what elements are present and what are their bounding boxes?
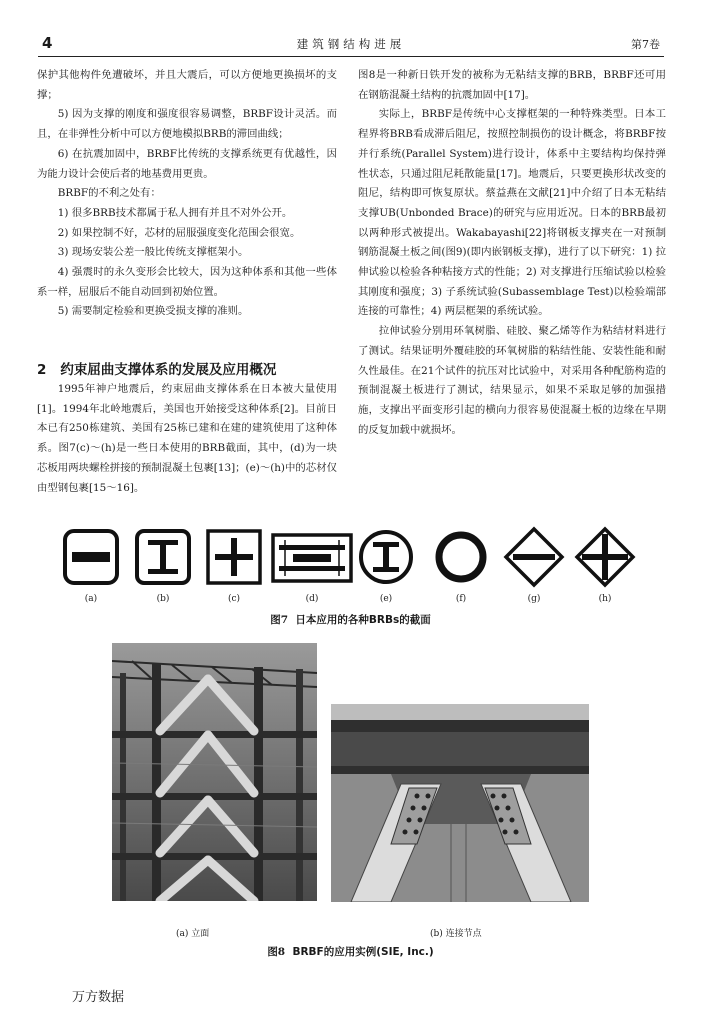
section-d-drawing: [271, 532, 353, 584]
figure-7-label: 图7: [270, 614, 289, 626]
section-heading: [37, 358, 337, 378]
paragraph: 1) 很多BRB技术都属于私人拥有并且不对外公开。: [57, 206, 293, 219]
figure-7-sublabel: (c): [227, 594, 241, 604]
figure-7-sublabel: (f): [455, 594, 467, 604]
figure-8-caption: [0, 944, 701, 959]
figure-7-sublabel: (e): [379, 594, 393, 604]
section-c-drawing: [205, 528, 263, 586]
volume-label: 第7卷: [631, 38, 660, 51]
section-h-drawing: [574, 526, 636, 588]
figure-7-caption: [0, 612, 701, 627]
section-b-drawing: [134, 528, 192, 586]
paragraph: 5) 需要制定检验和更换受损支撑的准则。: [57, 305, 249, 318]
paragraph: 实际上，BRBF是传统中心支撑框架的一种特殊类型。日本工程界将BRB看成滞后阻尼，按照控制损伤的设计概念，将BRBF按并行系统(Parallel System)进行设计，体系中主要结构均保持弹性状态，只通过阻尼耗散能量[17]。地震后，只要更换形状改变的阻尼，结构即可恢复原状。蔡益燕在文献[21]中介绍了日本无粘结支撑UB(Unbonded Brace)的研究与应用近况。日本的BRB最初以两种形式被提出。Wakabayashi[22]将钢板支撑夹在一对预制钢筋混凝土板之间(图9)(即内嵌钢板支撑)，进行了以下研究：1) 拉伸试验以检验各种粘接方式的性能；2) 对支撑进行压缩试验以检验其刚度和强度；3) 子系统试验(Subassemblage Test)以检验端部连接的可靠性；4) 两层框架的系统试验。: [358, 108, 666, 318]
figure-7-sublabel: (g): [527, 594, 541, 604]
section-number: 2: [37, 362, 47, 378]
section-e-drawing: [357, 528, 415, 586]
paragraph: 1995年神户地震后，约束屈曲支撑体系在日本被大量使用[1]。1994年北岭地震后，美国也开始接受这种体系[2]。目前日本已有250栋建筑、美国有25栋已建和在建的建筑使用了这种体系。图7(c)～(h)是一些日本使用的BRB截面，其中，(d)为一块芯板用两块螺栓拼接的预制混凝土包裹[13]；(e)～(h)中的芯材仅由型钢包裹[15～16]。: [37, 383, 337, 494]
paragraph: 图8是一种新日铁开发的被称为无粘结支撑的BRB，BRBF还可用在钢筋混凝土结构的抗震加固中[17]。: [358, 69, 666, 101]
paragraph: 3) 现场安装公差一般比传统支撑框架小。: [57, 246, 249, 259]
paragraph: BRBF的不利之处有：: [57, 187, 161, 200]
figure-7-caption-text: 日本应用的各种BRBs的截面: [295, 614, 431, 626]
figure-7-sublabel: (b): [156, 594, 170, 604]
photo-elevation-image: [112, 643, 317, 901]
left-column-upper: [37, 66, 337, 322]
figure-8-caption-text: BRBF的应用实例(SIE, Inc.): [292, 946, 434, 958]
section-f-drawing: [432, 528, 490, 586]
photo-connection: [331, 704, 589, 902]
paragraph: 5) 因为支撑的刚度和强度很容易调整，BRBF设计灵活。而且，在非弹性分析中可以方便地模拟BRB的滞回曲线；: [37, 108, 337, 141]
section-title: 约束屈曲支撑体系的发展及应用概况: [60, 362, 277, 378]
figure-8-sublabel-a: (a) 立面: [176, 929, 210, 939]
section-a-drawing: [62, 528, 120, 586]
paragraph: 2) 如果控制不好，芯材的屈服强度变化范围会很宽。: [57, 226, 301, 239]
page-number: 4: [42, 34, 53, 52]
photo-elevation: [112, 643, 317, 901]
paragraph: 4) 强震时的永久变形会比较大，因为这种体系和其他一些体系一样，屈服后不能自动回到初始位置。: [37, 266, 337, 298]
figure-8-label: 图8: [267, 946, 286, 958]
page-header: [38, 30, 664, 57]
section-g-drawing: [503, 526, 565, 588]
figure-8-sublabel-b: (b) 连接节点: [430, 929, 482, 939]
figure-7-sublabel: (d): [305, 594, 319, 604]
figure-7-sublabel: (a): [84, 594, 98, 604]
photo-connection-image: [331, 704, 589, 902]
footer-watermark: 万方数据: [72, 990, 125, 1005]
paragraph: 拉伸试验分别用环氧树脂、硅胶、聚乙烯等作为粘结材料进行了测试。结果证明外覆硅胶的环氧树脂的粘结性能、安装性能和耐久性最佳。在21个试件的抗压对比试验中，对采用各种配筋构造的预制混凝土板进行了测试，结果显示，如果不采取足够的加强措施，支撑出平面变形引起的横向力很容易使混凝土板的边缘在早期的反复加载中就损坏。: [358, 325, 666, 436]
right-column: [358, 66, 666, 440]
paragraph: 6) 在抗震加固中，BRBF比传统的支撑系统更有优越性，因为能力设计会使后者的地基费用更贵。: [37, 147, 337, 180]
paragraph: 保护其他构件免遭破坏，并且大震后，可以方便地更换损坏的支撑；: [37, 69, 337, 101]
left-column-lower: [37, 380, 337, 498]
figure-7-sublabel: (h): [598, 594, 612, 604]
journal-title: 建筑钢结构进展: [296, 37, 406, 51]
